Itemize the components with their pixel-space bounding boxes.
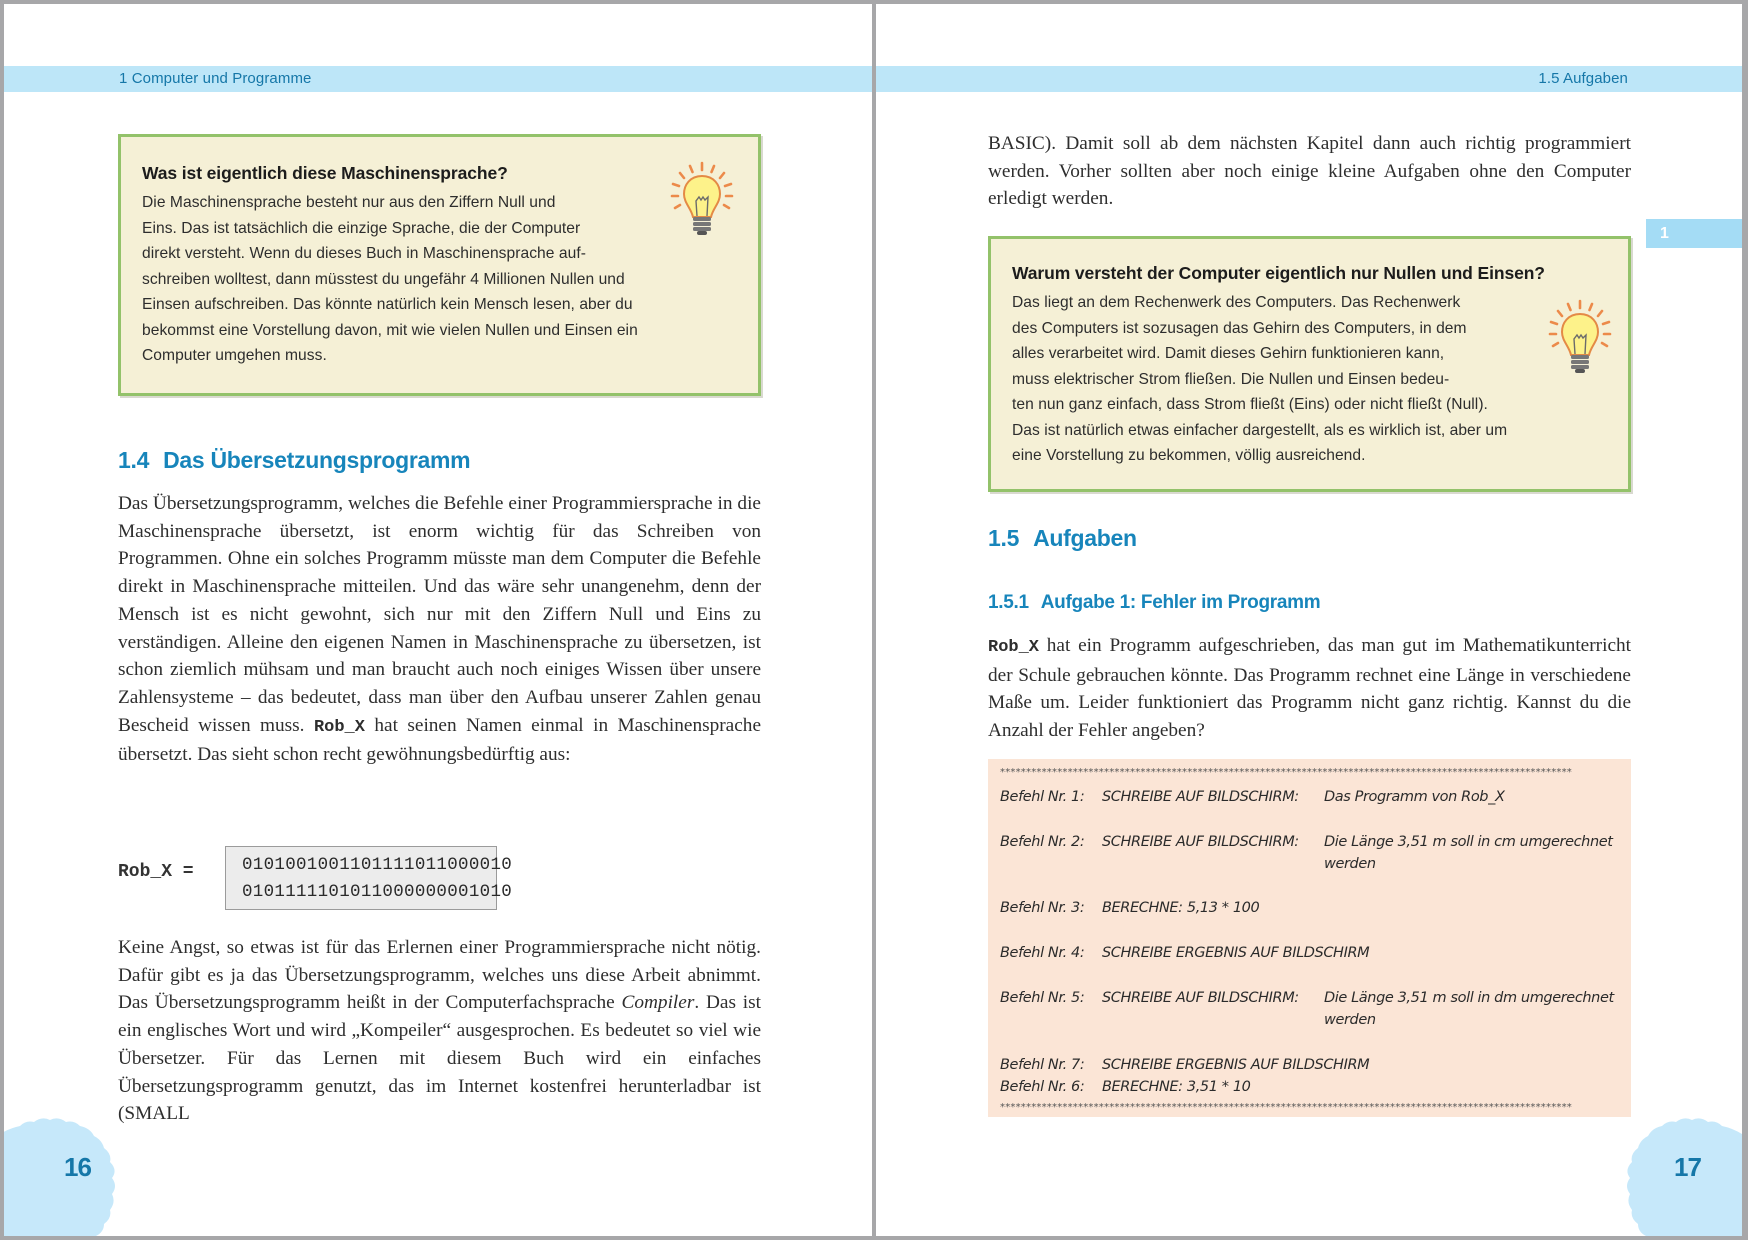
info-line: alles verarbeitet wird. Damit dieses Gehirn funktionieren kann,	[1012, 345, 1445, 362]
section-number: 1.5	[988, 525, 1020, 551]
running-head-text: 1.5 Aufgaben	[1538, 70, 1628, 87]
section-heading-1-5	[988, 525, 1137, 552]
command-name: BERECHNE: 3,51 * 10	[1102, 1079, 1251, 1095]
code-name: Rob_X	[313, 717, 365, 737]
paragraph-compiler	[118, 934, 761, 1128]
text-span: hat seinen Namen einmal in Maschinensprache übersetzt. Das sieht schon recht gewöhnungsbedürftig aus:	[118, 714, 761, 766]
command-label: Befehl Nr. 2:	[1000, 834, 1085, 850]
paragraph-translation-program	[118, 490, 761, 769]
info-box-maschinensprache	[118, 134, 761, 396]
chapter-tab[interactable]: 1	[1646, 219, 1742, 248]
section-title: Aufgaben	[1033, 525, 1137, 551]
info-line: direkt versteht. Wenn du dieses Buch in Maschinensprache auf-	[142, 245, 586, 262]
info-line: Einsen aufschreiben. Das könnte natürlich kein Mensch lesen, aber du	[142, 296, 633, 313]
subsection-heading-1-5-1	[988, 592, 1320, 614]
info-line: des Computers ist sozusagen das Gehirn des Computers, in dem	[1012, 319, 1467, 337]
section-title: Das Übersetzungsprogramm	[163, 447, 471, 473]
command-arg: Die Länge 3,51 m soll in dm umgerechnet werden	[1324, 990, 1614, 1028]
info-line: muss elektrischer Strom fließen. Die Nullen und Einsen bedeu-	[1012, 370, 1450, 388]
stars-divider-bottom: **************************************************************************************************************	[1000, 1102, 1572, 1113]
info-box-title: Warum versteht der Computer eigentlich nur Nullen und Einsen?	[1012, 263, 1545, 283]
info-line: schreiben wolltest, dann müsstest du ungefähr 4 Millionen Nullen und	[142, 270, 625, 288]
command-name: BERECHNE: 5,13 * 100	[1102, 900, 1260, 916]
text-span: Das Übersetzungsprogramm, welches die Befehle einer Programmiersprache in die Maschinensprache übersetzt, ist enorm wichtig für das Schreiben von Programmen. Ohne ein solches Programm müsste man dem Computer die Befehle direkt in Maschinensprache mitteilen. Und das wäre sehr unangenehm, denn der Mensch ist es nicht gewohnt, sich nur mit den Ziffern Null und Eins zu verständigen. Alleine den eigenen Namen in Maschinensprache zu übersetzen, ist schon ziemlich mühsam und man braucht auch noch einiges Wissen über unsere Zahlensysteme – das bedeutet, dass man über den Aufbau unserer Zahlen genau Bescheid wissen muss.	[118, 493, 761, 736]
command-arg: Das Programm von Rob_X	[1324, 789, 1505, 805]
task-paragraph	[988, 632, 1631, 745]
text-span: Keine Angst, so etwas ist für das Erlernen einer Programmiersprache nicht nötig. Dafür gibt es ja das Übersetzungsprogramm, welches uns diese Arbeit abnimmt. Das Übersetzungsprogramm heißt in der Computerfachsprache	[118, 937, 761, 1014]
info-line: Das liegt an dem Rechenwerk des Computers. Das Rechenwerk	[1012, 294, 1461, 311]
stars-divider-top: **************************************************************************************************************	[1000, 767, 1572, 778]
text-span: hat ein Programm aufgeschrieben, das man gut im Mathematikunterricht der Schule gebrauchen könnte. Das Programm rechnet eine Länge in verschiedene Maße um. Leider funktioniert das Programm nicht ganz richtig. Kannst du die Anzahl der Fehler angeben?	[988, 635, 1631, 742]
section-heading-1-4	[118, 447, 470, 474]
page-number: 17	[1674, 1152, 1701, 1182]
running-head-text: 1 Computer und Programme	[119, 70, 312, 87]
code-name: Rob_X	[988, 638, 1040, 657]
lightbulb-icon	[1542, 297, 1618, 379]
subsection-number: 1.5.1	[988, 592, 1029, 613]
info-line: Das ist natürlich etwas einfacher dargestellt, als es wirklich ist, aber um	[1012, 421, 1508, 439]
left-page	[4, 4, 872, 1236]
command-name: SCHREIBE AUF BILDSCHIRM:	[1102, 834, 1299, 850]
command-label: Befehl Nr. 3:	[1000, 900, 1085, 916]
binary-line-1: 0101001001101111011000010	[242, 855, 513, 875]
command-label: Befehl Nr. 5:	[1000, 990, 1085, 1006]
command-name: SCHREIBE AUF BILDSCHIRM:	[1102, 990, 1299, 1006]
info-line: ten nun ganz einfach, dass Strom fließt (Eins) oder nicht fließt (Null).	[1012, 396, 1488, 413]
info-line: Die Maschinensprache besteht nur aus den Ziffern Null und	[142, 194, 556, 211]
info-line: Computer umgehen muss.	[142, 347, 327, 364]
command-name: SCHREIBE ERGEBNIS AUF BILDSCHIRM	[1102, 945, 1370, 961]
info-line: bekommst eine Vorstellung davon, mit wie vielen Nullen und Einsen ein	[142, 321, 638, 339]
text-span: . Das ist ein englisches Wort und wird „Kompeiler“ ausgesprochen. Es bedeutet so viel wie Übersetzer. Für das Lernen mit diesem Buch wird ein einfaches Übersetzungsprogramm genutzt, das im Internet kostenfrei herunterladbar ist (SMALL	[118, 992, 761, 1125]
info-box-nullen-einsen	[988, 236, 1631, 492]
command-label: Befehl Nr. 4:	[1000, 945, 1085, 961]
info-line: Eins. Das ist tatsächlich die einzige Sprache, die der Computer	[142, 219, 581, 237]
intro-paragraph	[988, 130, 1631, 213]
binary-label: Rob_X =	[118, 862, 194, 882]
right-page	[876, 4, 1742, 1236]
text-span: BASIC). Damit soll ab dem nächsten Kapitel dann auch richtig programmiert werden. Vorher sollten aber noch einige kleine Aufgaben ohne den Computer erledigt werden.	[988, 133, 1631, 210]
info-box-body	[1012, 290, 1608, 469]
binary-line-2: 0101111101011000000001010	[242, 882, 513, 902]
subsection-title: Aufgabe 1: Fehler im Programm	[1040, 592, 1321, 613]
command-arg: Die Länge 3,51 m soll in cm umgerechnet werden	[1324, 834, 1613, 872]
command-name: SCHREIBE ERGEBNIS AUF BILDSCHIRM	[1102, 1057, 1370, 1073]
info-line: eine Vorstellung zu bekommen, völlig ausreichend.	[1012, 447, 1366, 464]
term-compiler: Compiler	[621, 992, 695, 1014]
lightbulb-icon	[664, 159, 740, 241]
page-number: 16	[64, 1152, 91, 1182]
running-head-right	[876, 66, 1742, 92]
program-listing	[988, 759, 1631, 1117]
info-box-title: Was ist eigentlich diese Maschinensprache?	[142, 163, 508, 183]
command-label: Befehl Nr. 6:	[1000, 1079, 1085, 1095]
info-box-body	[142, 190, 738, 369]
command-label: Befehl Nr. 7:	[1000, 1057, 1085, 1073]
command-name: SCHREIBE AUF BILDSCHIRM:	[1102, 789, 1299, 805]
binary-box	[225, 846, 513, 910]
running-head-left	[4, 66, 872, 92]
section-number: 1.4	[118, 447, 150, 473]
command-label: Befehl Nr. 1:	[1000, 789, 1085, 805]
